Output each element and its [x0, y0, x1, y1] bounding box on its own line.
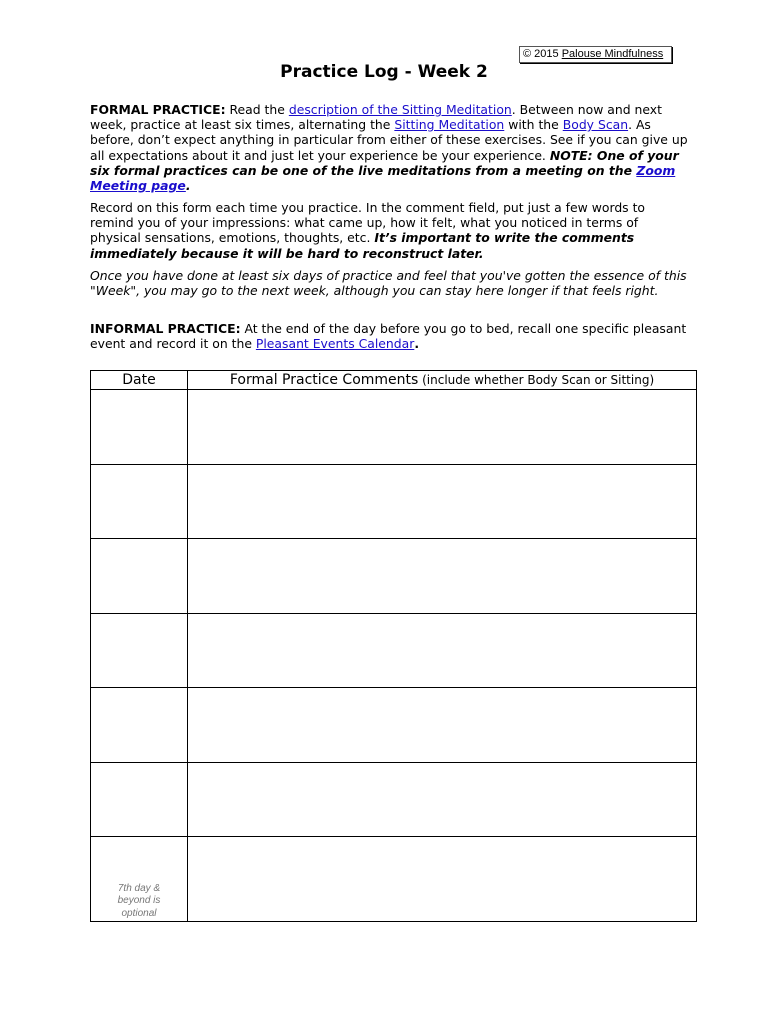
comment-cell[interactable] [188, 539, 697, 614]
table-header-row [91, 371, 697, 390]
date-cell[interactable] [91, 613, 188, 688]
record-instructions-paragraph [90, 200, 690, 261]
table-row [91, 688, 697, 763]
comment-cell[interactable] [188, 464, 697, 539]
comment-cell[interactable] [188, 762, 697, 837]
formal-note-end: . [185, 178, 191, 194]
date-cell[interactable] [91, 390, 188, 465]
formal-text-3: with the [504, 117, 563, 133]
table-row [91, 464, 697, 539]
informal-text: At the end of the day before you go to bed, recall one specific pleasant event and record it on the [90, 321, 687, 352]
date-cell[interactable] [91, 464, 188, 539]
date-column-header: Date [91, 371, 188, 390]
comment-cell[interactable] [188, 390, 697, 465]
table-row-optional [91, 837, 697, 922]
record-emphasis: It’s important to write the comments immediately because it will be hard to reconstruct later. [90, 230, 635, 261]
formal-text-2: . Between now and next week, practice at least six times, alternating the [90, 102, 663, 133]
body-scan-link[interactable]: Body Scan [562, 117, 629, 133]
zoom-meeting-page-link[interactable]: Zoom Meeting page [90, 162, 676, 194]
comments-column-header [188, 371, 697, 390]
copyright-prefix: © 2015 [523, 48, 562, 60]
next-week-paragraph: Once you have done at least six days of practice and feel that you've gotten the essence of this "Week", you may go to the next week, although you can stay here longer if that feels right. [90, 268, 687, 299]
date-cell[interactable] [91, 762, 188, 837]
informal-end: . [414, 336, 420, 352]
pleasant-events-calendar-link[interactable]: Pleasant Events Calendar [255, 336, 415, 352]
formal-practice-label: FORMAL PRACTICE: [90, 102, 226, 117]
optional-day-note: 7th day & beyond is optional [117, 882, 161, 919]
table-row [91, 390, 697, 465]
palouse-mindfulness-link[interactable]: Palouse Mindfulness [561, 48, 664, 60]
date-cell[interactable] [91, 837, 188, 922]
formal-note: NOTE: One of your six formal practices can be one of the live meditations from a meeting on the [90, 147, 679, 178]
record-text: Record on this form each time you practice. In the comment field, put just a few words to remind you of your impressions: what came up, how it felt, what you noticed in terms of physical sensations, emotions, thoughts, etc. [90, 200, 646, 246]
comment-cell[interactable] [188, 688, 697, 763]
formal-text-4: . As before, don’t expect anything in particular from either of these exercises. See if you can give up all expectations about it and just let your experience be your experience. [90, 117, 688, 163]
comment-cell[interactable] [188, 837, 697, 922]
formal-practice-paragraph [90, 102, 690, 193]
informal-practice-label: INFORMAL PRACTICE: [90, 321, 241, 336]
date-cell[interactable] [91, 539, 188, 614]
copyright-notice [519, 46, 672, 63]
formal-text-1: Read the [225, 102, 289, 117]
date-cell[interactable] [91, 688, 188, 763]
sitting-meditation-description-link[interactable]: description of the Sitting Meditation [288, 102, 512, 117]
table-row [91, 613, 697, 688]
page-title: Practice Log - Week 2 [280, 62, 488, 82]
informal-practice-paragraph [90, 321, 690, 351]
table-row [91, 762, 697, 837]
comment-cell[interactable] [188, 613, 697, 688]
comments-header-sub: (include whether Body Scan or Sitting) [418, 373, 655, 388]
table-row [91, 539, 697, 614]
comments-header-label: Formal Practice Comments [229, 372, 419, 389]
practice-log-table [90, 370, 697, 922]
sitting-meditation-link[interactable]: Sitting Meditation [394, 117, 505, 133]
